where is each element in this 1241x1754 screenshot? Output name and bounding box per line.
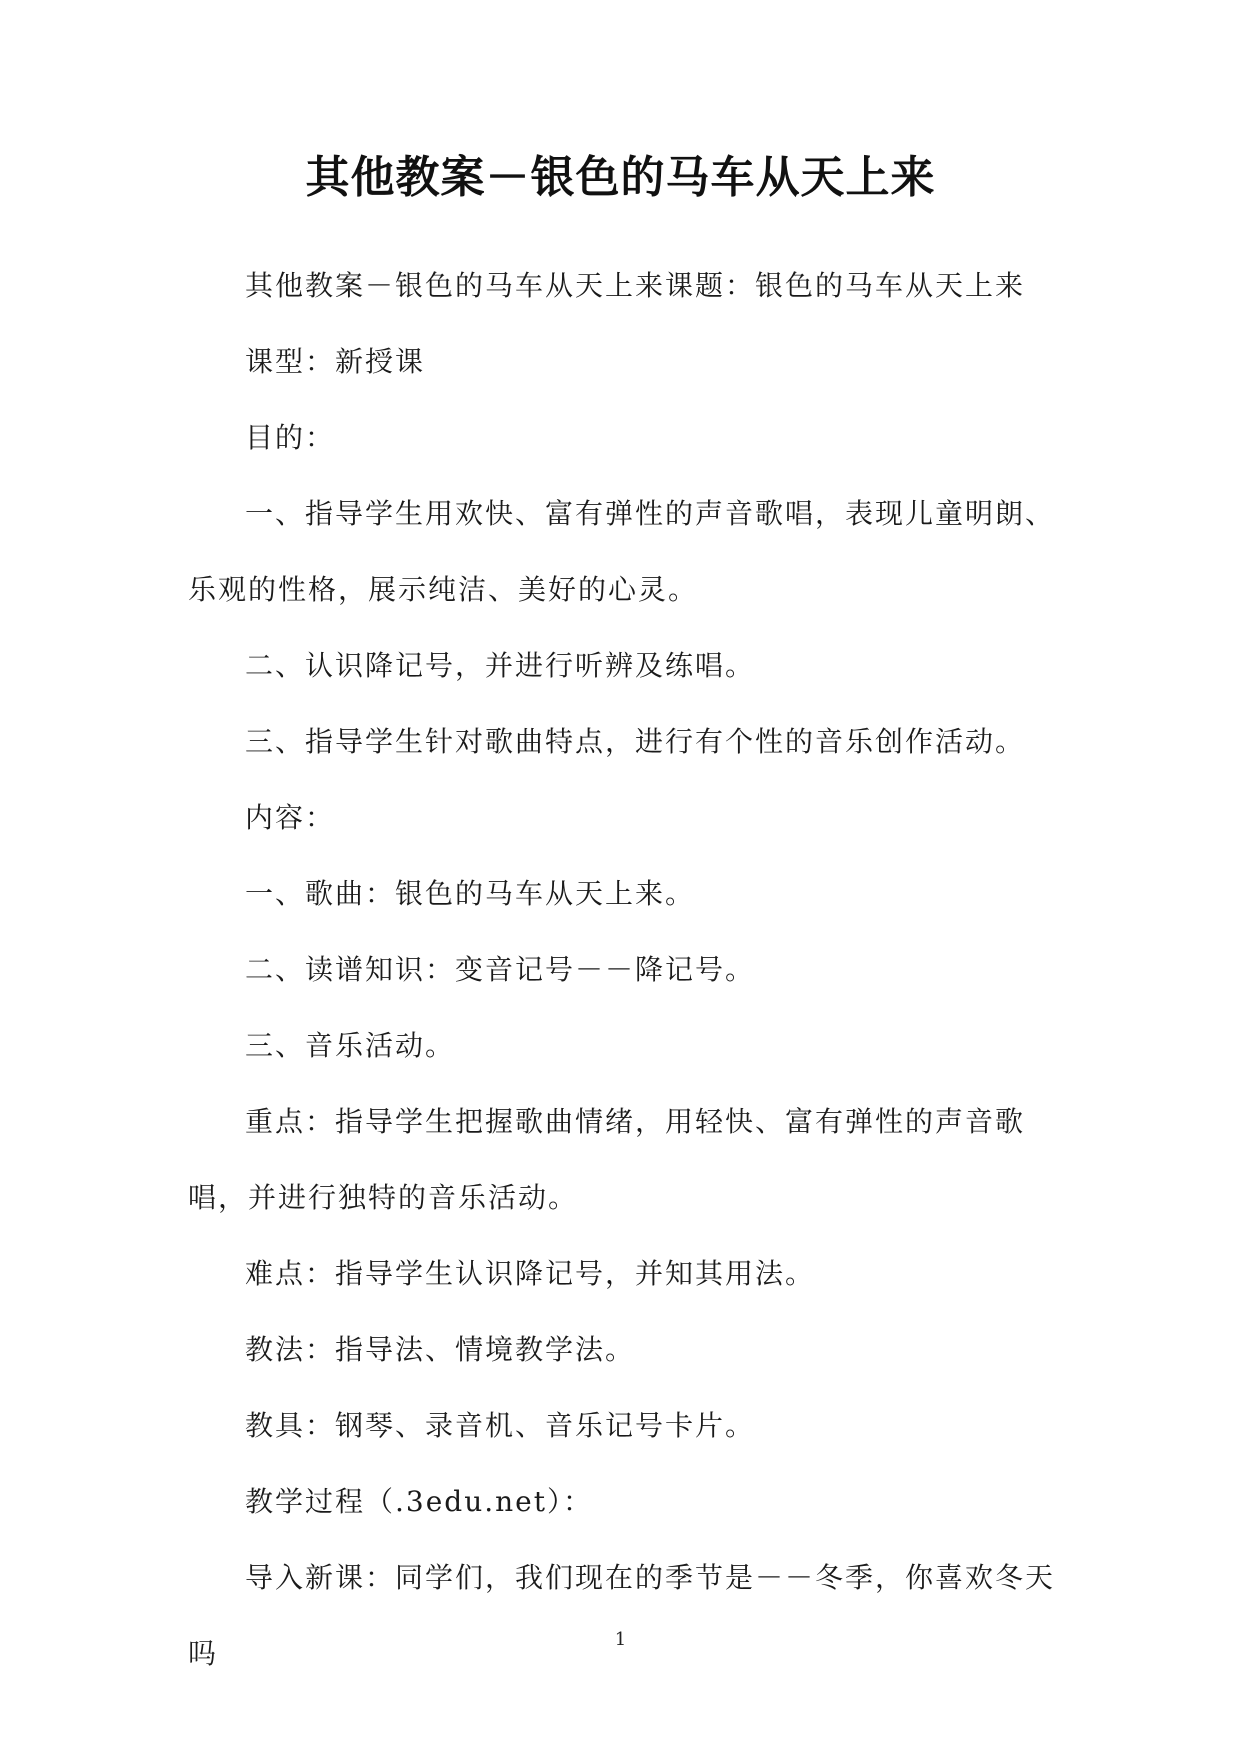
paragraph-key-points: 重点：指导学生把握歌曲情绪，用轻快、富有弹性的声音歌唱，并进行独特的音乐活动。 [188,1105,1026,1214]
paragraph-introduction: 导入新课：同学们，我们现在的季节是－－冬季，你喜欢冬天吗 [188,1561,1056,1670]
page-number: 1 [614,1629,627,1650]
paragraph-content-1: 一、歌曲：银色的马车从天上来。 [245,877,696,910]
paragraph-process-heading: 教学过程（.3edu.net）： [245,1485,593,1518]
paragraph-goal-2: 二、认识降记号，并进行听辨及练唱。 [245,649,756,682]
paragraph-goals-heading: 目的： [245,421,336,454]
document-title: 其他教案－银色的马车从天上来 [305,152,936,203]
paragraph-methods: 教法：指导法、情境教学法。 [245,1333,636,1366]
paragraph-content-2: 二、读谱知识：变音记号－－降记号。 [245,953,756,986]
paragraph-content-3: 三、音乐活动。 [245,1029,456,1062]
paragraph-topic: 其他教案－银色的马车从天上来课题：银色的马车从天上来 [245,269,1026,302]
paragraph-goal-3: 三、指导学生针对歌曲特点，进行有个性的音乐创作活动。 [245,725,1026,758]
document-body [188,248,1068,1692]
paragraph-goal-1: 一、指导学生用欢快、富有弹性的声音歌唱，表现儿童明朗、乐观的性格，展示纯洁、美好的心灵。 [188,497,1056,606]
paragraph-lesson-type: 课型：新授课 [245,345,426,378]
paragraph-difficulties: 难点：指导学生认识降记号，并知其用法。 [245,1257,816,1290]
paragraph-teaching-aids: 教具：钢琴、录音机、音乐记号卡片。 [245,1409,756,1442]
paragraph-content-heading: 内容： [245,801,336,834]
